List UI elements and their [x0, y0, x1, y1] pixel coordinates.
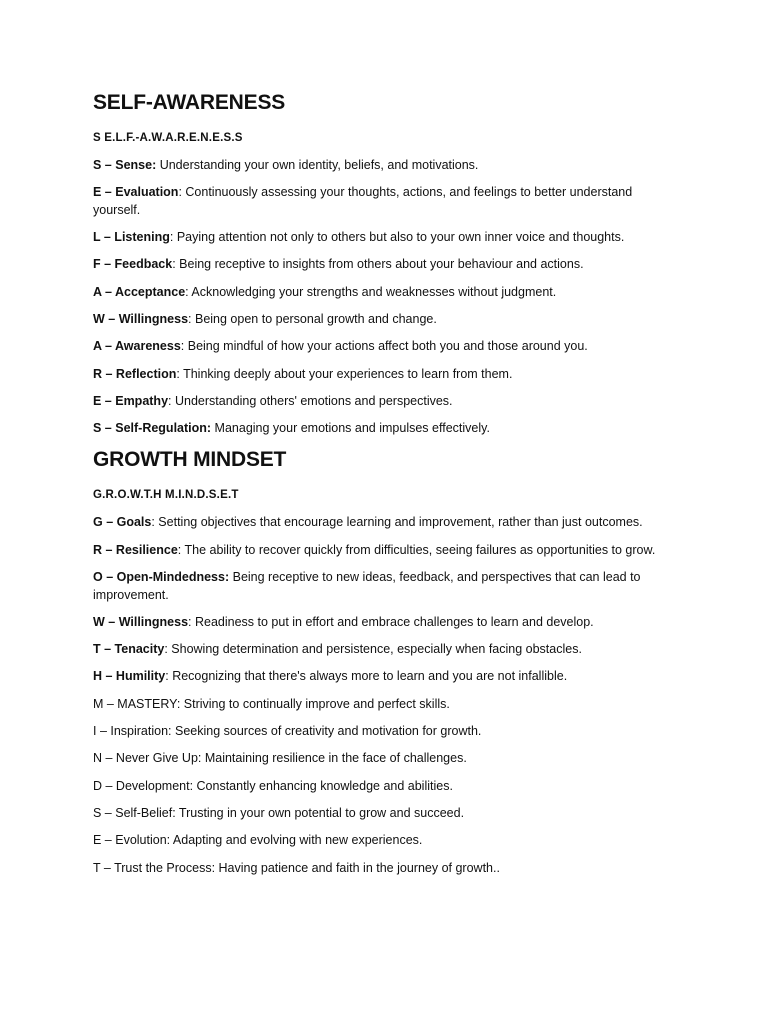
list-item	[93, 157, 672, 175]
item-text: : Continuously assessing your thoughts, actions, and feelings to better understand yourself.	[93, 185, 633, 217]
item-term: R – Resilience	[93, 542, 178, 557]
item-text: E – Evolution: Adapting and evolving with new experiences.	[93, 833, 423, 848]
item-text: : Being receptive to insights from others about your behaviour and actions.	[172, 257, 584, 272]
item-text: Being receptive to new ideas, feedback, and perspectives that can lead to improvement.	[93, 570, 641, 602]
list-item	[93, 514, 672, 532]
item-term: W – Willingness	[93, 614, 189, 629]
list-item	[93, 284, 672, 302]
item-text: T – Trust the Process: Having patience and faith in the journey of growth..	[93, 860, 500, 875]
item-text: : Paying attention not only to others but also to your own inner voice and thoughts.	[169, 230, 625, 245]
item-term: A – Acceptance	[93, 284, 186, 299]
item-text: D – Development: Constantly enhancing knowledge and abilities.	[93, 778, 453, 793]
list-item	[93, 696, 672, 714]
list-item	[93, 723, 672, 741]
section-title-growth-mindset: GROWTH MINDSET	[93, 448, 287, 472]
item-term: W – Willingness	[93, 311, 189, 326]
list-item	[93, 542, 672, 560]
item-text: Managing your emotions and impulses effectively.	[211, 421, 490, 436]
list-item	[93, 860, 672, 878]
item-text: : Being open to personal growth and change.	[188, 311, 437, 326]
item-term: F – Feedback	[93, 257, 173, 272]
item-term: A – Awareness	[93, 339, 181, 354]
item-text: : Understanding others' emotions and perspectives.	[168, 393, 453, 408]
list-item	[93, 184, 672, 219]
item-text: : The ability to recover quickly from difficulties, seeing failures as opportunities to grow.	[177, 542, 656, 557]
item-text: : Being mindful of how your actions affect both you and those around you.	[180, 339, 588, 354]
list-item	[93, 311, 672, 329]
list-item	[93, 229, 672, 247]
list-item	[93, 750, 672, 768]
list-item	[93, 338, 672, 356]
item-term: S – Sense:	[93, 158, 157, 172]
list-item	[93, 614, 672, 632]
item-term: T – Tenacity	[93, 642, 165, 657]
item-term: O – Open-Mindedness:	[93, 570, 230, 585]
list-item	[93, 256, 672, 274]
item-text: N – Never Give Up: Maintaining resilience in the face of challenges.	[93, 751, 467, 766]
item-term: L – Listening	[93, 230, 170, 245]
item-term: G – Goals	[93, 515, 152, 530]
list-item	[93, 366, 672, 384]
list-item	[93, 832, 672, 850]
section-title-self-awareness: SELF-AWARENESS	[93, 91, 286, 114]
item-text: S – Self-Belief: Trusting in your own potential to grow and succeed.	[93, 805, 465, 820]
item-term: E – Empathy	[93, 393, 169, 408]
list-item	[93, 641, 672, 659]
item-text: I – Inspiration: Seeking sources of creativity and motivation for growth.	[93, 724, 482, 739]
item-text: : Thinking deeply about your experiences to learn from them.	[176, 366, 513, 381]
list-item	[93, 778, 672, 796]
item-text: : Acknowledging your strengths and weaknesses without judgment.	[185, 284, 557, 299]
item-text: : Showing determination and persistence, especially when facing obstacles.	[164, 642, 582, 657]
list-item	[93, 668, 672, 686]
acronym-growth-mindset: G.R.O.W.T.H M.I.N.D.S.E.T	[93, 489, 239, 502]
item-term: R – Reflection	[93, 366, 177, 381]
list-item	[93, 420, 672, 438]
acronym-self-awareness: S E.L.F.-A.W.A.R.E.N.E.S.S	[93, 132, 243, 144]
list-item	[93, 393, 672, 411]
item-term: H – Humility	[93, 669, 166, 684]
item-term: S – Self-Regulation:	[93, 421, 212, 436]
item-text: Understanding your own identity, beliefs, and motivations.	[156, 158, 479, 172]
item-text: : Setting objectives that encourage learning and improvement, rather than just outcomes.	[151, 515, 643, 530]
item-text: M – MASTERY: Striving to continually improve and perfect skills.	[93, 696, 450, 711]
item-text: : Readiness to put in effort and embrace challenges to learn and develop.	[188, 614, 594, 629]
list-item	[93, 805, 672, 823]
item-text: : Recognizing that there's always more to learn and you are not infallible.	[165, 669, 568, 684]
list-item	[93, 569, 672, 604]
item-term: E – Evaluation	[93, 185, 179, 200]
